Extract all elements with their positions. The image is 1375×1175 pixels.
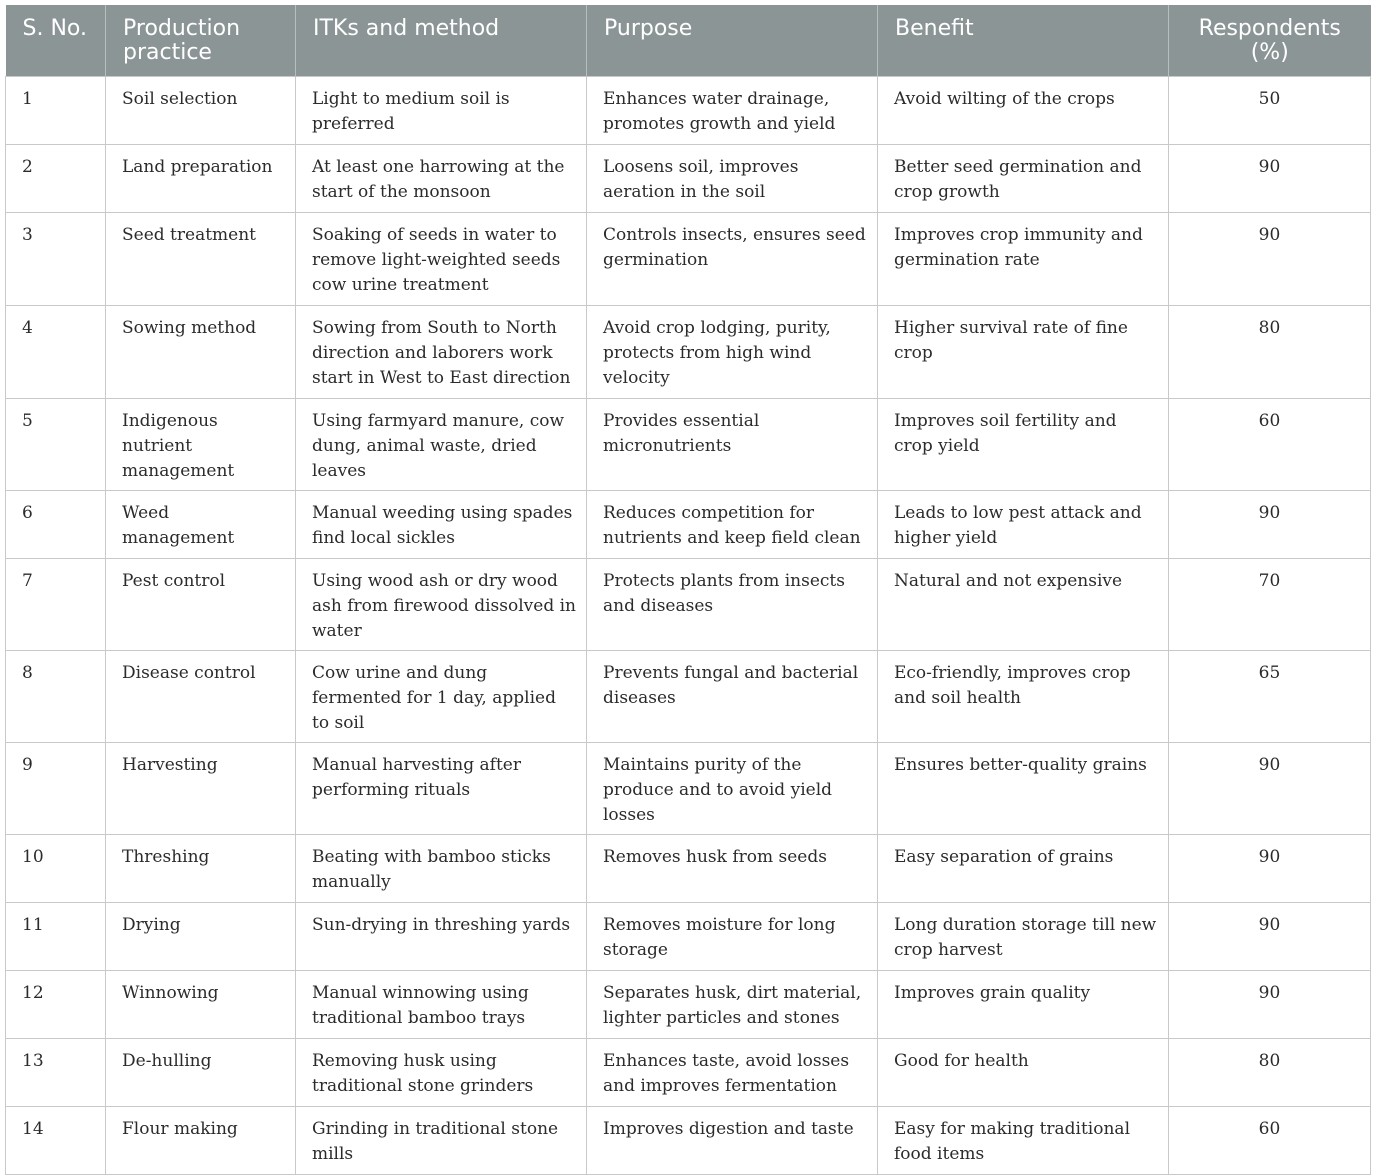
- table-row: [6, 1039, 1371, 1107]
- practices-table-container: [5, 5, 1370, 1175]
- cell-benefit: Eco-friendly, improves crop and soil health: [878, 651, 1169, 743]
- cell-method: Using wood ash or dry wood ash from firewood dissolved in water: [296, 559, 587, 651]
- cell-method: Soaking of seeds in water to remove light-weighted seeds cow urine treatment: [296, 213, 587, 306]
- cell-benefit: Avoid wilting of the crops: [878, 77, 1169, 145]
- cell-sno: 5: [6, 399, 106, 491]
- cell-purpose: Prevents fungal and bacterial diseases: [587, 651, 878, 743]
- cell-respondents: 60: [1169, 399, 1371, 491]
- cell-method: Sowing from South to North direction and laborers work start in West to East direction: [296, 306, 587, 399]
- cell-respondents: 90: [1169, 743, 1371, 835]
- cell-method: Manual harvesting after performing rituals: [296, 743, 587, 835]
- cell-method: Manual weeding using spades find local sickles: [296, 491, 587, 559]
- table-body: [6, 77, 1371, 1175]
- table-row: [6, 145, 1371, 213]
- cell-practice: Flour making: [106, 1107, 296, 1175]
- cell-sno: 2: [6, 145, 106, 213]
- table-row: [6, 559, 1371, 651]
- cell-practice: Threshing: [106, 835, 296, 903]
- table-row: [6, 77, 1371, 145]
- cell-sno: 6: [6, 491, 106, 559]
- cell-practice: Sowing method: [106, 306, 296, 399]
- cell-respondents: 90: [1169, 971, 1371, 1039]
- header-benefit: Benefit: [878, 5, 1169, 77]
- cell-benefit: Leads to low pest attack and higher yield: [878, 491, 1169, 559]
- header-purpose: Purpose: [587, 5, 878, 77]
- table-row: [6, 491, 1371, 559]
- cell-practice: Winnowing: [106, 971, 296, 1039]
- cell-method: At least one harrowing at the start of the monsoon: [296, 145, 587, 213]
- cell-method: Sun-drying in threshing yards: [296, 903, 587, 971]
- cell-benefit: Good for health: [878, 1039, 1169, 1107]
- header-respondents: Respondents (%): [1169, 5, 1371, 77]
- cell-sno: 3: [6, 213, 106, 306]
- cell-sno: 10: [6, 835, 106, 903]
- table-row: [6, 903, 1371, 971]
- cell-respondents: 60: [1169, 1107, 1371, 1175]
- cell-practice: Pest control: [106, 559, 296, 651]
- cell-practice: Drying: [106, 903, 296, 971]
- cell-practice: De-hulling: [106, 1039, 296, 1107]
- cell-respondents: 70: [1169, 559, 1371, 651]
- cell-practice: Harvesting: [106, 743, 296, 835]
- cell-purpose: Avoid crop lodging, purity, protects from high wind velocity: [587, 306, 878, 399]
- table-row: [6, 971, 1371, 1039]
- table-row: [6, 1107, 1371, 1175]
- cell-respondents: 90: [1169, 903, 1371, 971]
- cell-practice: Disease control: [106, 651, 296, 743]
- cell-method: Beating with bamboo sticks manually: [296, 835, 587, 903]
- table-row: [6, 213, 1371, 306]
- cell-benefit: Easy for making traditional food items: [878, 1107, 1169, 1175]
- cell-respondents: 90: [1169, 213, 1371, 306]
- cell-method: Grinding in traditional stone mills: [296, 1107, 587, 1175]
- cell-purpose: Loosens soil, improves aeration in the soil: [587, 145, 878, 213]
- cell-respondents: 80: [1169, 1039, 1371, 1107]
- cell-respondents: 90: [1169, 835, 1371, 903]
- cell-method: Using farmyard manure, cow dung, animal waste, dried leaves: [296, 399, 587, 491]
- cell-sno: 13: [6, 1039, 106, 1107]
- cell-purpose: Protects plants from insects and diseases: [587, 559, 878, 651]
- cell-respondents: 90: [1169, 145, 1371, 213]
- cell-respondents: 90: [1169, 491, 1371, 559]
- cell-purpose: Provides essential micronutrients: [587, 399, 878, 491]
- table-row: [6, 651, 1371, 743]
- cell-purpose: Controls insects, ensures seed germination: [587, 213, 878, 306]
- cell-purpose: Improves digestion and taste: [587, 1107, 878, 1175]
- cell-practice: Weed management: [106, 491, 296, 559]
- cell-respondents: 80: [1169, 306, 1371, 399]
- cell-purpose: Removes husk from seeds: [587, 835, 878, 903]
- cell-method: Cow urine and dung fermented for 1 day, applied to soil: [296, 651, 587, 743]
- cell-practice: Seed treatment: [106, 213, 296, 306]
- cell-practice: Soil selection: [106, 77, 296, 145]
- header-method: ITKs and method: [296, 5, 587, 77]
- table-row: [6, 743, 1371, 835]
- cell-benefit: Better seed germination and crop growth: [878, 145, 1169, 213]
- cell-purpose: Separates husk, dirt material, lighter particles and stones: [587, 971, 878, 1039]
- cell-sno: 12: [6, 971, 106, 1039]
- cell-sno: 7: [6, 559, 106, 651]
- cell-purpose: Maintains purity of the produce and to avoid yield losses: [587, 743, 878, 835]
- cell-benefit: Improves grain quality: [878, 971, 1169, 1039]
- header-practice: Production practice: [106, 5, 296, 77]
- cell-purpose: Enhances water drainage, promotes growth and yield: [587, 77, 878, 145]
- table-row: [6, 835, 1371, 903]
- cell-respondents: 50: [1169, 77, 1371, 145]
- cell-benefit: Improves soil fertility and crop yield: [878, 399, 1169, 491]
- cell-purpose: Reduces competition for nutrients and keep field clean: [587, 491, 878, 559]
- table-header: [6, 5, 1371, 77]
- cell-sno: 14: [6, 1107, 106, 1175]
- table-row: [6, 399, 1371, 491]
- cell-benefit: Easy separation of grains: [878, 835, 1169, 903]
- table-row: [6, 306, 1371, 399]
- cell-method: Manual winnowing using traditional bamboo trays: [296, 971, 587, 1039]
- header-row: [6, 5, 1371, 77]
- cell-benefit: Ensures better-quality grains: [878, 743, 1169, 835]
- cell-benefit: Long duration storage till new crop harvest: [878, 903, 1169, 971]
- cell-purpose: Removes moisture for long storage: [587, 903, 878, 971]
- cell-benefit: Improves crop immunity and germination rate: [878, 213, 1169, 306]
- cell-benefit: Natural and not expensive: [878, 559, 1169, 651]
- cell-method: Removing husk using traditional stone grinders: [296, 1039, 587, 1107]
- cell-method: Light to medium soil is preferred: [296, 77, 587, 145]
- cell-sno: 4: [6, 306, 106, 399]
- cell-sno: 1: [6, 77, 106, 145]
- cell-respondents: 65: [1169, 651, 1371, 743]
- cell-sno: 8: [6, 651, 106, 743]
- cell-practice: Indigenous nutrient management: [106, 399, 296, 491]
- cell-practice: Land preparation: [106, 145, 296, 213]
- cell-purpose: Enhances taste, avoid losses and improves fermentation: [587, 1039, 878, 1107]
- cell-sno: 11: [6, 903, 106, 971]
- header-sno: S. No.: [6, 5, 106, 77]
- cell-benefit: Higher survival rate of fine crop: [878, 306, 1169, 399]
- practices-table: [5, 5, 1371, 1175]
- cell-sno: 9: [6, 743, 106, 835]
